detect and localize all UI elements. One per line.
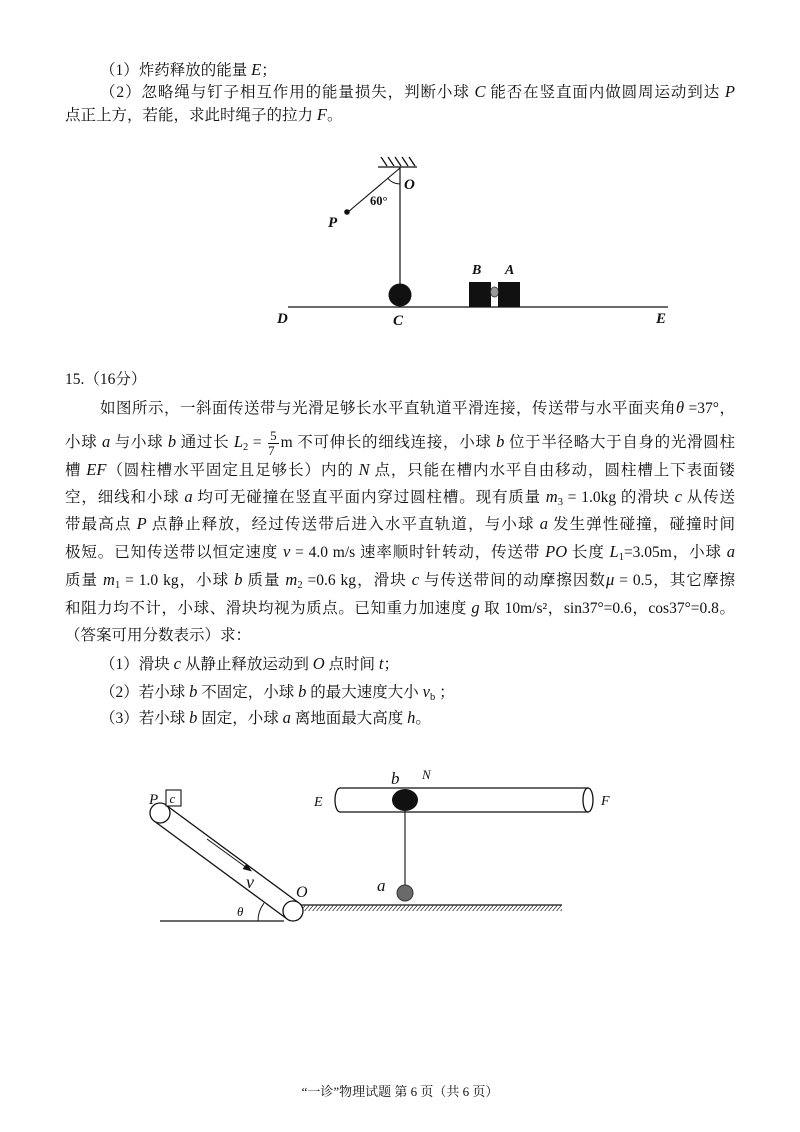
ball-c <box>389 284 412 307</box>
text-run: 槽 <box>65 462 87 479</box>
label-b: b <box>391 769 400 788</box>
text-run: （答案可用分数表示）求： <box>65 627 252 644</box>
q15-body-line <box>65 624 251 648</box>
q15-body-line <box>65 426 735 458</box>
math-subscript: b <box>430 692 436 703</box>
math-variable: b <box>189 682 198 701</box>
math-symbol <box>184 489 192 506</box>
math-variable: t <box>378 654 384 673</box>
label-d: D <box>277 311 288 327</box>
ball-a <box>397 885 413 901</box>
math-variable: N <box>358 460 370 479</box>
q15-subquestion-2 <box>100 680 455 704</box>
velocity-arrow <box>207 839 252 872</box>
math-symbol <box>727 544 735 561</box>
block-b <box>469 282 491 307</box>
text-run: 质量 <box>65 572 104 589</box>
math-subscript: 1 <box>114 580 121 591</box>
angle-arc <box>388 178 400 184</box>
label-p: P <box>149 792 159 808</box>
text-run: 点时间 <box>324 656 379 673</box>
text-run: = <box>248 434 267 451</box>
label-a: a <box>377 876 386 895</box>
text-run: 发生弹性碰撞，碰撞时间 <box>547 516 735 533</box>
math-symbol <box>86 462 106 479</box>
q15-body-line <box>65 485 735 509</box>
math-symbol <box>251 62 261 79</box>
pulley-o <box>283 901 303 921</box>
belt-lower <box>154 821 287 919</box>
math-variable: θ <box>676 398 685 417</box>
q15-subquestion-1 <box>100 652 399 676</box>
text-run: 均可无碰撞在竖直平面内穿过圆柱槽。现有质量 <box>192 489 546 506</box>
math-variable: L <box>233 432 244 451</box>
text-run: 如图所示，一斜面传送带与光滑足够长水平直轨道平滑连接，传送带与水平面夹角 <box>100 400 677 417</box>
text-run: ； <box>383 656 400 673</box>
math-variable: m <box>103 570 115 589</box>
text-run: （2）若小球 <box>100 684 190 701</box>
math-variable: L <box>609 542 619 561</box>
math-variable: b <box>189 708 198 727</box>
math-symbol <box>137 516 147 533</box>
cylinder-end-f <box>583 788 593 812</box>
math-variable: m <box>285 570 298 589</box>
math-variable: P <box>136 514 147 533</box>
math-symbol <box>675 489 682 506</box>
text-run: ； <box>435 684 455 701</box>
text-run: 取 10m/s²，sin37°=0.6，cos37°=0.8。 <box>479 600 735 617</box>
math-symbol <box>359 462 370 479</box>
math-variable: C <box>474 82 486 101</box>
belt-upper <box>166 805 299 903</box>
math-symbol <box>283 710 291 727</box>
fraction <box>268 429 279 458</box>
math-variable: c <box>411 570 420 589</box>
q15-body-line <box>65 458 735 482</box>
text-run: 带最高点 <box>65 516 137 533</box>
ceiling-hatch <box>402 157 408 166</box>
ceiling-hatch <box>381 157 387 166</box>
question-heading: 15.（16分） <box>65 371 147 388</box>
math-symbol <box>234 434 248 451</box>
math-symbol <box>313 656 325 673</box>
text-run: （3）若小球 <box>100 710 190 727</box>
conveyor-belt <box>150 803 303 921</box>
label-f: F <box>601 794 610 809</box>
text-run: 离地面最大高度 <box>290 710 408 727</box>
text-run: （1）炸药释放的能量 <box>100 62 252 79</box>
math-variable: PO <box>545 542 568 561</box>
ball-b <box>392 789 418 811</box>
text-run: 与传送带间的动摩擦因数 <box>419 572 606 589</box>
text-run: 和阻力均不计，小球、滑块均视为质点。已知重力加速度 <box>65 600 472 617</box>
ceiling-hatch <box>409 157 415 166</box>
label-e: E <box>656 311 667 327</box>
math-variable: a <box>184 487 193 506</box>
block-a <box>498 282 520 307</box>
text-run: 。 <box>326 107 343 124</box>
text-run: 空，细线和小球 <box>65 489 185 506</box>
math-symbol <box>317 107 327 124</box>
ceiling-hatch <box>388 157 394 166</box>
math-variable: c <box>173 654 181 673</box>
text-run: =0.6 kg，滑块 <box>302 572 412 589</box>
math-variable: E <box>251 60 262 79</box>
label-p: P <box>328 215 338 231</box>
math-symbol <box>412 572 419 589</box>
label-e: E <box>314 795 323 810</box>
text-run: （1）滑块 <box>100 656 174 673</box>
ceiling-hatch <box>395 157 401 166</box>
text-run: ； <box>261 62 277 79</box>
text-run: =3.05m，小球 <box>623 544 727 561</box>
theta-arc <box>258 903 264 921</box>
math-variable: a <box>101 432 111 451</box>
text-run: （2）忽略绳与钉子相互作用的能量损失，判断小球 <box>100 84 475 101</box>
math-subscript: 3 <box>557 497 563 508</box>
math-variable: F <box>316 105 327 124</box>
q15-body-line <box>100 396 735 420</box>
label-theta: θ <box>237 904 244 919</box>
nail-p <box>344 209 350 215</box>
math-variable: v <box>422 682 430 701</box>
math-variable: g <box>471 598 480 617</box>
text-run: 质量 <box>242 572 286 589</box>
math-variable: c <box>674 487 682 506</box>
math-variable: a <box>539 514 548 533</box>
math-variable: P <box>724 82 735 101</box>
label-angle: 60° <box>370 194 388 208</box>
math-variable: b <box>167 432 177 451</box>
text-run: 通过长 <box>176 434 234 451</box>
q15-body-line <box>65 596 735 620</box>
text-run: = 1.0kg 的滑块 <box>562 489 675 506</box>
text-run: 能否在竖直面内做圆周运动到达 <box>485 84 725 101</box>
math-symbol <box>471 600 479 617</box>
text-run: （圆柱槽水平固定且足够长）内的 <box>106 462 359 479</box>
math-subscript: 2 <box>243 442 249 453</box>
math-variable: a <box>282 708 291 727</box>
math-symbol <box>610 544 624 561</box>
text-run: =37°， <box>684 400 735 417</box>
text-run: = 1.0 kg，小球 <box>120 572 235 589</box>
label-o: O <box>296 884 308 901</box>
label-v: v <box>246 872 254 892</box>
page-footer: “一诊”物理试题 第 6 页（共 6 页） <box>301 1084 499 1099</box>
fraction-numerator: 5 <box>270 427 277 443</box>
text-run: 的最大速度大小 <box>306 684 423 701</box>
text-run: m 不可伸长的细线连接，小球 <box>280 434 497 451</box>
math-symbol <box>423 684 436 701</box>
label-b: B <box>472 263 482 278</box>
label-n: N <box>422 767 431 782</box>
text-run: 从传送 <box>682 489 735 506</box>
q15-body-line <box>65 540 735 564</box>
math-symbol <box>540 516 548 533</box>
text-run: 从静止释放运动到 <box>180 656 313 673</box>
q15-body-line <box>65 512 735 536</box>
math-variable: b <box>234 570 243 589</box>
math-symbol <box>103 572 120 589</box>
label-c: C <box>393 313 404 329</box>
prev-question-part1 <box>100 58 277 82</box>
math-variable: m <box>545 487 558 506</box>
math-subscript: 1 <box>618 552 624 563</box>
math-variable: v <box>283 542 291 561</box>
text-run: 极短。已知传送带以恒定速度 <box>65 544 283 561</box>
math-symbol <box>545 544 567 561</box>
math-symbol <box>676 400 684 417</box>
text-run: 固定，小球 <box>197 710 283 727</box>
text-run: 小球 <box>65 434 102 451</box>
text-run: 与小球 <box>110 434 168 451</box>
text-run: 点正上方，若能，求此时绳子的拉力 <box>65 107 317 124</box>
text-run: 点，只能在槽内水平自由移动，圆柱槽上下表面镂 <box>369 462 735 479</box>
math-variable: EF <box>86 460 107 479</box>
track-hatch <box>300 905 562 911</box>
prev-question-part2-line1 <box>100 80 735 104</box>
explosive <box>491 287 499 297</box>
cylinder-groove <box>335 788 593 812</box>
text-run: 。 <box>415 710 431 727</box>
figure-conveyor <box>0 762 800 932</box>
label-o: O <box>404 177 415 193</box>
prev-question-part2-line2 <box>65 103 343 127</box>
math-subscript: 2 <box>297 580 303 591</box>
label-c: c <box>169 791 176 806</box>
ceiling-support <box>378 157 417 167</box>
text-run: = 4.0 m/s 速率顺时针转动，传送带 <box>290 544 546 561</box>
math-symbol <box>475 84 486 101</box>
math-variable: h <box>407 708 416 727</box>
math-symbol <box>168 434 176 451</box>
math-symbol <box>546 489 563 506</box>
text-run: 长度 <box>567 544 610 561</box>
text-run: 位于半径略大于自身的光滑圆柱 <box>504 434 735 451</box>
fraction-denominator: 7 <box>268 442 275 458</box>
text-run: 点静止释放，经过传送带后进入水平直轨道，与小球 <box>146 516 540 533</box>
cylinder-body <box>335 788 588 812</box>
math-symbol <box>725 84 735 101</box>
label-a: A <box>505 263 515 278</box>
math-symbol <box>102 434 110 451</box>
math-variable: a <box>726 542 735 561</box>
math-variable: O <box>312 654 325 673</box>
text-run: 不固定，小球 <box>197 684 299 701</box>
math-variable: b <box>496 432 505 451</box>
q15-body-line <box>65 568 735 592</box>
text-run: = 0.5，其它摩擦 <box>614 572 735 589</box>
math-variable: μ <box>605 570 615 589</box>
math-symbol <box>285 572 302 589</box>
figure-pendulum <box>0 148 800 334</box>
math-symbol <box>174 656 181 673</box>
math-variable: b <box>298 682 307 701</box>
q15-subquestion-3 <box>100 706 431 730</box>
